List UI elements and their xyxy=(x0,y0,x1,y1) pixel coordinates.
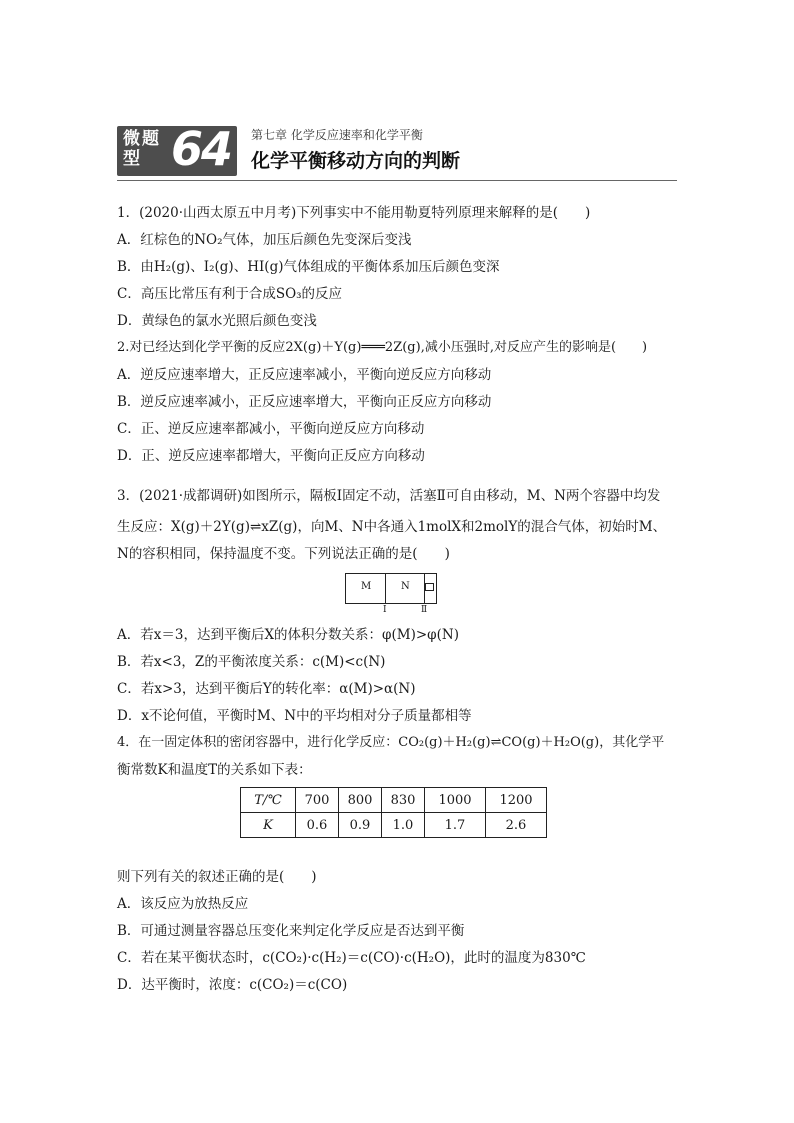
table-row xyxy=(241,788,547,813)
container-diagram xyxy=(345,573,437,617)
q3-stem-line2: 生反应：X(g)＋2Y(g)⇌xZ(g)，向M、N中各通入1molX和2molY的混合气体，初始时M、 xyxy=(117,519,667,535)
q4-stem-line1: 4．在一固定体积的密闭容器中，进行化学反应：CO₂(g)＋H₂(g)⇌CO(g)＋H₂O(g)，其化学平 xyxy=(117,735,665,750)
topic-title: 化学平衡移动方向的判断 xyxy=(251,150,461,172)
table-cell: 1.0 xyxy=(382,813,425,838)
q3-option-c: C．若x>3，达到平衡后Y的转化率：α(M)>α(N) xyxy=(117,681,416,697)
table-cell: T/℃ xyxy=(241,788,296,813)
q4-option-c: C．若在某平衡状态时，c(CO₂)·c(H₂)＝c(CO)·c(H₂O)，此时的温度为830℃ xyxy=(117,950,586,966)
chapter-title: 第七章 化学反应速率和化学平衡 xyxy=(251,128,423,142)
q1-option-d: D．黄绿色的氯水光照后颜色变浅 xyxy=(117,313,317,329)
badge-prefix: 微题型 xyxy=(123,129,161,169)
q2-option-d: D．正、逆反应速率都增大，平衡向正反应方向移动 xyxy=(117,448,425,464)
header-rule xyxy=(117,180,677,181)
table-cell: 1000 xyxy=(425,788,486,813)
table-row xyxy=(241,813,547,838)
q2-stem: 2.对已经达到化学平衡的反应2X(g)＋Y(g)═══2Z(g),减小压强时,对反应产生的影响是( ) xyxy=(117,340,648,355)
topic-badge xyxy=(117,126,237,176)
table-cell: 1.7 xyxy=(425,813,486,838)
q3-stem-line3: N的容积相同，保持温度不变。下列说法正确的是( ) xyxy=(117,546,450,562)
table-cell: 0.9 xyxy=(339,813,382,838)
table-cell: 0.6 xyxy=(296,813,339,838)
badge-number: 64 xyxy=(171,126,232,176)
section-header xyxy=(117,120,677,182)
q3-option-d: D．x不论何值，平衡时M、N中的平均相对分子质量都相等 xyxy=(117,708,472,724)
label-m: M xyxy=(361,581,372,592)
q2-option-b: B．逆反应速率减小，正反应速率增大，平衡向正反应方向移动 xyxy=(117,394,492,410)
q2-option-c: C．正、逆反应速率都减小，平衡向逆反应方向移动 xyxy=(117,421,425,437)
q3-stem-line1: 3．(2021·成都调研)如图所示，隔板Ⅰ固定不动，活塞Ⅱ可自由移动，M、N两个容器中均发 xyxy=(117,488,661,504)
q4-option-a: A．该反应为放热反应 xyxy=(117,896,249,912)
q1-stem: 1．(2020·山西太原五中月考)下列事实中不能用勒夏特列原理来解释的是( ) xyxy=(117,205,591,221)
table-cell: K xyxy=(241,813,296,838)
q4-option-d: D．达平衡时，浓度：c(CO₂)＝c(CO) xyxy=(117,977,348,993)
q1-option-b: B．由H₂(g)、I₂(g)、HI(g)气体组成的平衡体系加压后颜色变深 xyxy=(117,259,500,275)
q2-option-a: A．逆反应速率增大，正反应速率减小，平衡向逆反应方向移动 xyxy=(117,367,492,383)
equilibrium-constant-table xyxy=(240,787,547,838)
table-cell: 1200 xyxy=(486,788,547,813)
q1-option-c: C．高压比常压有利于合成SO₃的反应 xyxy=(117,286,343,302)
table-cell: 700 xyxy=(296,788,339,813)
table-cell: 2.6 xyxy=(486,813,547,838)
q1-option-a: A．红棕色的NO₂气体，加压后颜色先变深后变浅 xyxy=(117,232,412,248)
table-cell: 830 xyxy=(382,788,425,813)
q3-option-a: A．若x＝3，达到平衡后X的体积分数关系：φ(M)>φ(N) xyxy=(117,627,459,643)
q3-option-b: B．若x<3，Z的平衡浓度关系：c(M)<c(N) xyxy=(117,654,386,670)
q4-stem-line2: 衡常数K和温度T的关系如下表： xyxy=(117,762,312,778)
label-n: N xyxy=(401,581,410,592)
table-cell: 800 xyxy=(339,788,382,813)
partition-i xyxy=(385,573,386,604)
label-partition-i: Ⅰ xyxy=(383,605,387,615)
q4-ask: 则下列有关的叙述正确的是( ) xyxy=(117,869,317,885)
piston-handle xyxy=(425,583,434,591)
label-piston-ii: Ⅱ xyxy=(421,605,428,615)
q4-option-b: B．可通过测量容器总压变化来判定化学反应是否达到平衡 xyxy=(117,923,465,939)
